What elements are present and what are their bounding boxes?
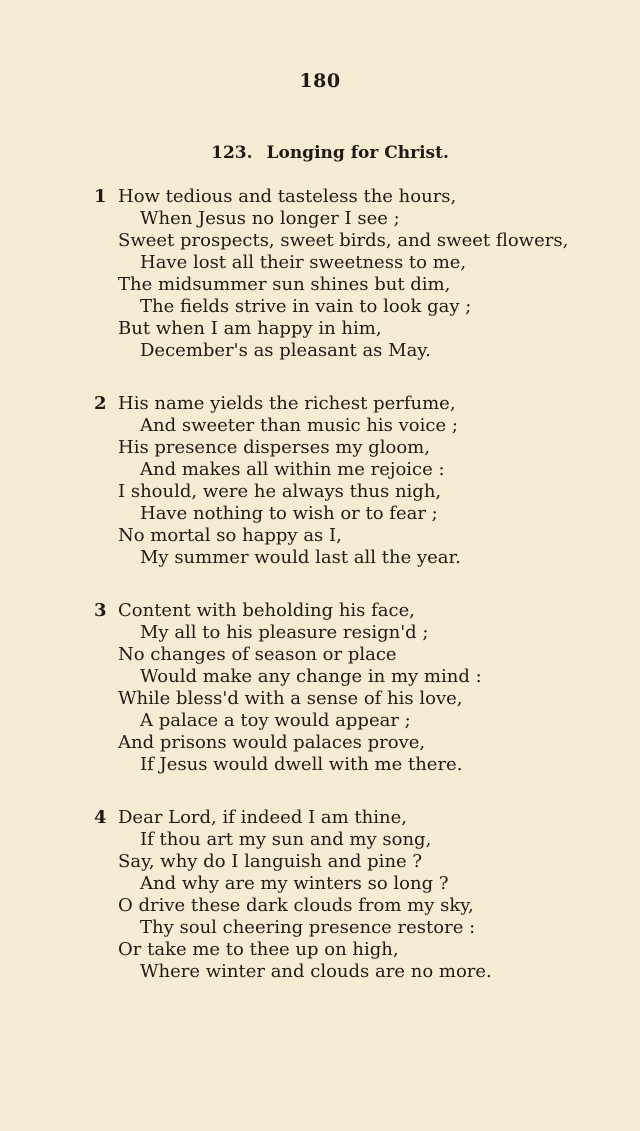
stanza-line: And prisons would palaces prove, [118,732,426,753]
stanza-number: 1 [94,186,107,207]
stanza-line: A palace a toy would appear ; [140,710,411,731]
stanza-line: Say, why do I languish and pine ? [118,851,423,872]
stanza-line: And makes all within me rejoice : [140,459,445,480]
stanza-line: Thy soul cheering presence restore : [140,917,476,938]
stanza-number: 2 [94,393,107,414]
stanza-line: Have lost all their sweetness to me, [140,252,467,273]
stanza-line: And sweeter than music his voice ; [140,415,458,436]
stanza-line: If thou art my sun and my song, [140,829,432,850]
stanza-number: 3 [94,600,107,621]
hymn-title: Longing for Christ. [266,143,449,163]
stanza-3 [92,600,622,776]
stanza-line: Have nothing to wish or to fear ; [140,503,438,524]
stanza-line: Or take me to thee up on high, [118,939,399,960]
stanza-line: The midsummer sun shines but dim, [118,274,451,295]
stanza-line: I should, were he always thus nigh, [118,481,442,502]
stanza-line: December's as pleasant as May. [140,340,431,361]
stanza-line: O drive these dark clouds from my sky, [118,895,474,916]
line-text: How tedious and tasteless the hours, [118,186,457,207]
stanza-number: 4 [94,807,107,828]
stanza-4 [92,807,622,983]
stanza-line: My all to his pleasure resign'd ; [140,622,429,643]
stanza-line: The fields strive in vain to look gay ; [140,296,472,317]
stanza-2 [92,393,622,569]
line-text: Dear Lord, if indeed I am thine, [118,807,407,828]
stanza-line: His presence disperses my gloom, [118,437,430,458]
stanza-line: No changes of season or place [118,644,397,665]
stanza-line: My summer would last all the year. [140,547,461,568]
stanza-line: Where winter and clouds are no more. [140,961,492,982]
stanza-line: Sweet prospects, sweet birds, and sweet flowers, [118,230,569,251]
stanza-line: If Jesus would dwell with me there. [140,754,463,775]
stanza-line: No mortal so happy as I, [118,525,342,546]
stanza-line: But when I am happy in him, [118,318,382,339]
stanza-line: And why are my winters so long ? [140,873,449,894]
line-text: Content with beholding his face, [118,600,415,621]
stanza-line [92,393,622,415]
stanza-line [92,807,622,829]
line-text: His name yields the richest perfume, [118,393,456,414]
stanza-line: When Jesus no longer I see ; [140,208,400,229]
stanza-1 [92,186,622,362]
hymn-heading [0,143,640,163]
page-number: 180 [299,70,341,92]
stanza-line [92,186,622,208]
stanza-line: While bless'd with a sense of his love, [118,688,463,709]
stanza-line [92,600,622,622]
stanza-line: Would make any change in my mind : [140,666,482,687]
hymn-number: 123. [211,143,253,163]
